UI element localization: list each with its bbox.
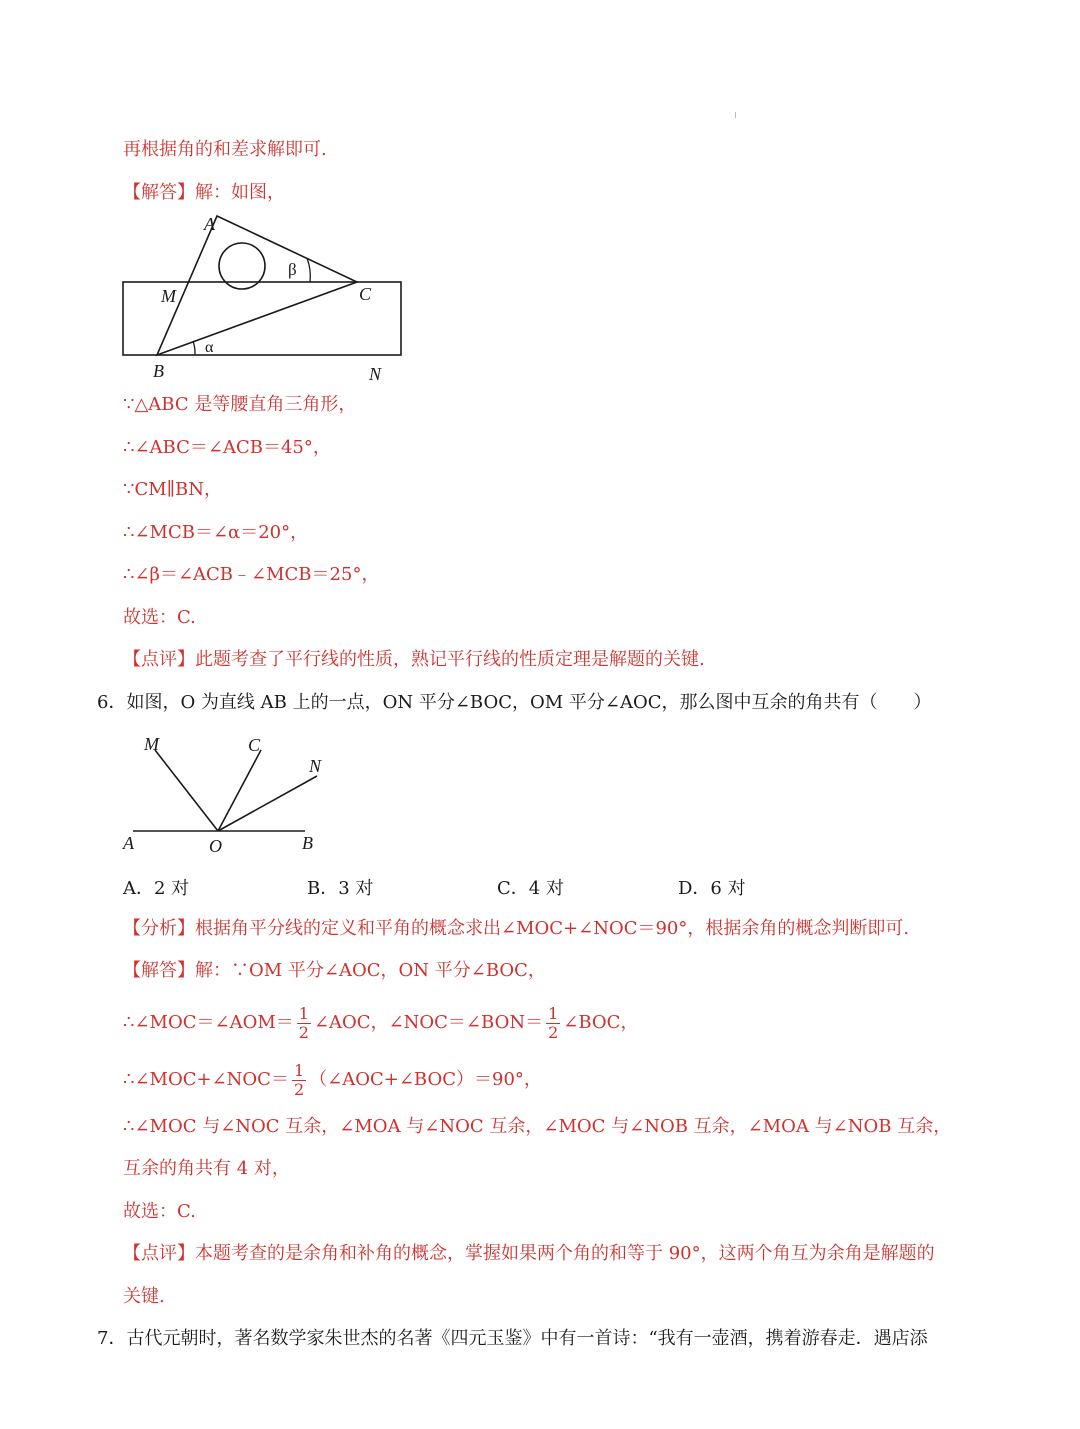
prev-step-4: ∴∠MCB＝∠α＝20°， [123,522,309,543]
prev-step-3: ∵CM∥BN， [123,479,222,500]
label-M: M [144,734,159,754]
q6-step-2-part-a: ∴∠MOC+∠NOC＝ [123,1069,289,1090]
fraction-numerator: 1 [548,1003,559,1023]
label-C: C [359,284,372,304]
fraction-denominator: 2 [548,1022,559,1042]
ray-om [155,750,218,831]
question-6-stem: 6．如图，O 为直线 AB 上的一点，ON 平分∠BOC，OM 平分∠AOC，那么图中互余的角共有（ ） [97,692,932,713]
q6-step-1-part-a: ∴∠MOC＝∠AOM＝ [123,1012,294,1033]
q6-solution-intro: 【解答】解：∵OM 平分∠AOC，ON 平分∠BOC， [123,960,546,981]
scan-mark [735,112,736,118]
q6-step-4: 互余的角共有 4 对， [123,1158,290,1179]
q6-analysis: 【分析】根据角平分线的定义和平角的概念求出∠MOC+∠NOC＝90°，根据余角的概念判断即可. [123,918,910,939]
fraction-denominator: 2 [298,1022,309,1042]
angle-alpha-arc [193,341,195,355]
q6-comment-line-2: 关键. [123,1286,165,1307]
figure-angle-bisectors [115,728,335,858]
option-d[interactable]: D．6 对 [678,878,746,899]
label-B: B [302,833,313,853]
label-M: M [161,286,176,306]
fraction-one-half [546,1005,560,1042]
triangle-abc [157,216,357,355]
prev-step-1: ∵△ABC 是等腰直角三角形， [123,394,357,415]
label-O: O [209,836,222,856]
q6-comment-line-1: 【点评】本题考查的是余角和补角的概念，掌握如果两个角的和等于 90°，这两个角互为余角是解题的 [123,1243,935,1264]
prev-analysis-tail: 再根据角的和差求解即可. [123,139,327,160]
label-C: C [248,735,261,755]
q6-step-3: ∴∠MOC 与∠NOC 互余，∠MOA 与∠NOC 互余，∠MOC 与∠NOB 互余，∠MOA 与∠NOB 互余， [123,1116,952,1137]
angle-beta-arc [307,258,310,282]
q6-step-2-part-b: （∠AOC+∠BOC）＝90°， [309,1069,542,1090]
fraction-one-half [297,1005,311,1042]
option-b[interactable]: B．3 对 [307,878,374,899]
figure-triangle-ruler [110,206,410,386]
label-beta: β [288,260,297,279]
q6-step-2 [123,1058,1000,1102]
fraction-one-half [292,1062,306,1099]
q6-step-1-part-b: ∠AOC，∠NOC＝∠BON＝ [313,1012,544,1033]
label-A: A [123,833,134,853]
prev-step-5: ∴∠β＝∠ACB﹣∠MCB＝25°， [123,564,380,585]
fraction-numerator: 1 [293,1060,305,1080]
label-N: N [309,756,322,776]
label-N: N [369,364,382,384]
q6-step-1-part-c: ∠BOC， [563,1012,639,1033]
label-A: A [204,214,215,234]
q6-step-1 [123,1001,1000,1045]
prev-comment: 【点评】此题考查了平行线的性质，熟记平行线的性质定理是解题的关键. [123,649,705,670]
prev-choice: 故选：C. [123,607,196,628]
label-B: B [153,361,164,381]
option-c[interactable]: C．4 对 [497,878,564,899]
option-a[interactable]: A．2 对 [123,878,190,899]
q6-choice: 故选：C. [123,1201,196,1222]
label-alpha: α [205,339,214,356]
prev-solution-intro: 【解答】解：如图， [123,182,285,203]
question-7-stem: 7．古代元朝时，著名数学家朱世杰的名著《四元玉鉴》中有一首诗：“我有一壶酒，携着游春走．遇店添 [97,1328,928,1349]
prev-step-2: ∴∠ABC＝∠ACB＝45°， [123,437,331,458]
fraction-numerator: 1 [298,1003,309,1023]
fraction-denominator: 2 [293,1079,305,1099]
